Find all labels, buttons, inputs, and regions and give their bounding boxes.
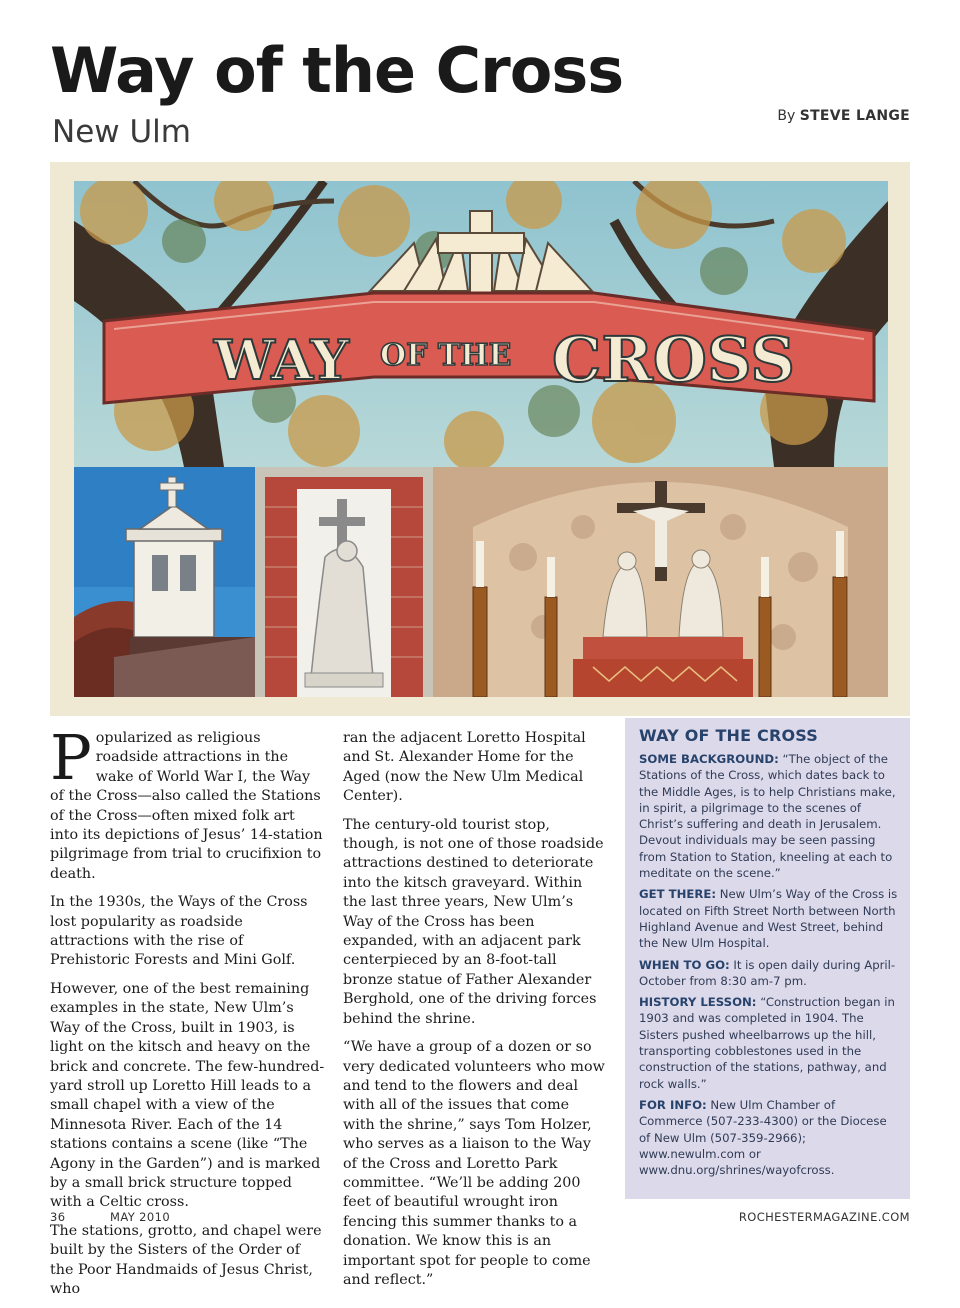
paragraph-text: opularized as religious roadside attractions in the wake of World War I, the Way of the Cross—also called the Stations of the Cross—often mixed folk art into its depictions of Jesus’ 14-station pilgrimage from trial to crucifixion to death.	[50, 730, 323, 882]
drop-cap: P	[50, 721, 92, 794]
sign-text-way: WAY	[214, 328, 349, 392]
article-paragraph: ran the adjacent Loretto Hospital and St. Alexander Home for the Aged (now the New Ulm Medical Center).	[343, 730, 586, 805]
sidebar-label: FOR INFO:	[639, 1097, 707, 1112]
byline-prefix: By	[777, 108, 800, 124]
station-shrine-photo	[255, 467, 433, 697]
byline	[777, 108, 910, 124]
article-paragraph: The century-old tourist stop, though, is not one of those roadside attractions destined to deteriorate into the kitsch graveyard. Within the last three years, New Ulm’s Way of the Cross has been expanded, with an adjacent park centerpieced by an 8-foot-tall bronze statue of Father Alexander Berghold, one of the driving forces behind the shrine.	[343, 816, 604, 1027]
sidebar-label: WHEN TO GO:	[639, 957, 730, 972]
article-column-2	[343, 729, 605, 1299]
sign-text-ofthe: OF THE	[380, 338, 512, 373]
sidebar-text: It is open daily during April-October from 8:30 am-7 pm.	[639, 957, 896, 988]
sidebar-text: “The object of the Stations of the Cross, which dates back to the Middle Ages, is to help Christians make, in spirit, a pilgrimage to the scenes of Christ’s suffering and death in Jerusalem. Devout individuals may be seen passing from Station to Station, kneeling at each to meditate on the scene.”	[639, 752, 896, 881]
station-shrine-graphic	[255, 467, 433, 697]
magazine-website: ROCHESTERMAGAZINE.COM	[738, 1210, 910, 1224]
sidebar-get-there	[639, 886, 898, 951]
chapel-photo-graphic	[74, 467, 255, 697]
sidebar-when-to-go	[639, 957, 898, 990]
sign-photo-graphic	[74, 181, 888, 467]
sidebar-history-lesson	[639, 994, 898, 1092]
info-sidebar	[625, 718, 910, 1199]
sign-text-cross: CROSS	[552, 323, 796, 396]
sidebar-for-info	[639, 1097, 898, 1178]
sidebar-background	[639, 751, 898, 881]
sidebar-text: New Ulm’s Way of the Cross is located on Fifth Street North between North Highland Avenue and West Street, behind the New Ulm Hospital.	[639, 887, 898, 951]
sign-photo	[74, 181, 888, 467]
grotto-photo	[433, 467, 888, 697]
grotto-graphic	[433, 467, 888, 697]
article-title: Way of the Cross	[50, 34, 624, 107]
sidebar-label: HISTORY LESSON:	[639, 995, 757, 1010]
issue-date: MAY 2010	[110, 1210, 171, 1224]
author-name: STEVE LANGE	[799, 108, 910, 124]
article-paragraph: In the 1930s, the Ways of the Cross lost popularity as roadside attractions with the rise of Prehistoric Forests and Mini Golf.	[50, 894, 308, 969]
article-paragraph: The stations, grotto, and chapel were built by the Sisters of the Order of the Poor Handmaids of Jesus Christ, who	[50, 1222, 322, 1297]
article-subtitle: New Ulm	[52, 114, 191, 150]
sidebar-text: “Construction began in 1903 and was completed in 1904. The Sisters pushed wheelbarrows up the hill, transporting cobblestones used in the construction of the stations, pathway, and rock walls.”	[639, 995, 895, 1091]
article-column-1	[50, 721, 326, 1308]
sidebar-label: GET THERE:	[639, 887, 717, 902]
sidebar-title: WAY OF THE CROSS	[639, 726, 819, 745]
article-paragraph: “We have a group of a dozen or so very dedicated volunteers who mow and tend to the flowers and deal with all of the issues that come with the shrine,” says Tom Holzer, who serves as a liaison to the Way of the Cross and Loretto Park committee. “We’ll be adding 200 feet of beautiful wrought iron fencing this summer thanks to a donation. We know this is an important spot for people to come and reflect.”	[343, 1039, 605, 1288]
page-number: 36	[50, 1210, 66, 1224]
sidebar-text: New Ulm Chamber of Commerce (507-233-4300) or the Diocese of New Ulm (507-359-2966); www.newulm.com or www.dnu.org/shrines/wayofcross.	[639, 1097, 887, 1178]
photo-collage	[50, 162, 910, 716]
article-paragraph: However, one of the best remaining examples in the state, New Ulm’s Way of the Cross, built in 1903, is light on the kitsch and heavy on the brick and concrete. The few-hundred-yard stroll up Loretto Hill leads to a small chapel with a view of the Minnesota River. Each of the 14 stations contains a scene (like “The Agony in the Garden”) and is marked by a small brick structure topped with a Celtic cross.	[50, 980, 325, 1211]
chapel-photo	[74, 467, 255, 697]
sidebar-label: SOME BACKGROUND:	[639, 752, 779, 766]
article-paragraph	[50, 721, 326, 884]
